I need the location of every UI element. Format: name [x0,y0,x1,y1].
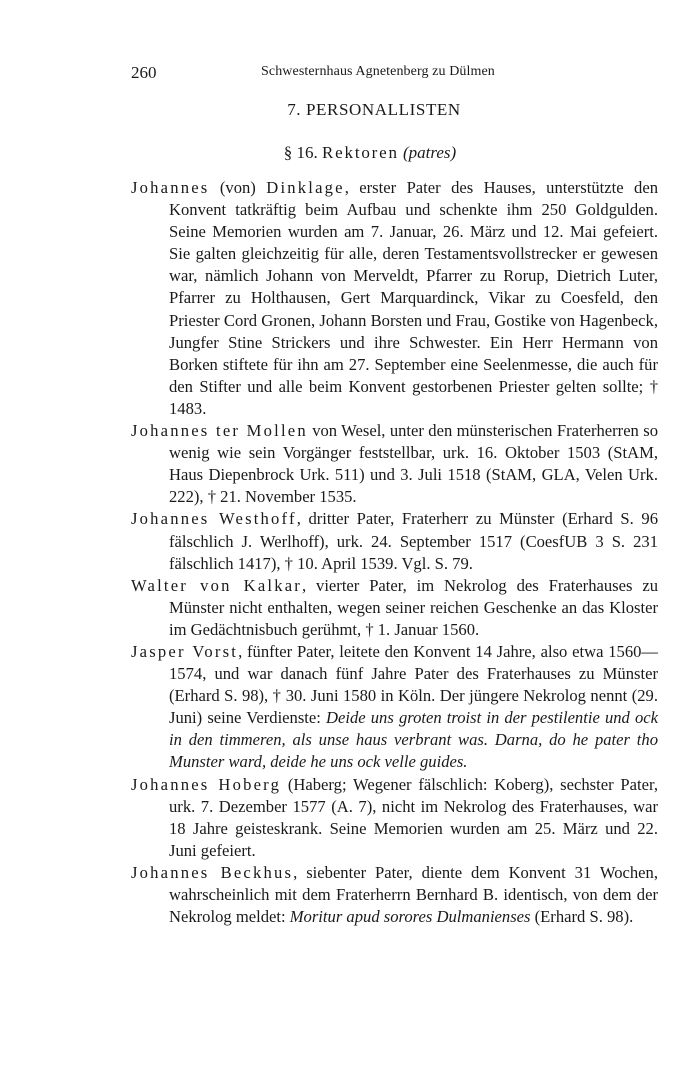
entry-name: Johannes Hoberg [131,774,282,794]
entry-tail: (Erhard S. 98). [530,907,634,927]
list-item [131,774,658,862]
entry-name-particle: (von) [209,178,267,197]
running-head: Schwesternhaus Agnetenberg zu Dülmen [261,64,495,79]
entry-quote: Moritur apud sorores Dulmanienses [289,907,531,927]
list-item [131,862,658,928]
entry-quote: Deide uns groten troist in der pestilentie und ock in den timmeren, als unse haus verbrant was. Darna, do he pater tho Munster ward, deide he uns ock velle guides. [169,708,658,772]
subsection-subtitle: (patres) [403,143,457,162]
page-number: 260 [131,63,157,82]
subsection-name: Rektoren [322,143,399,162]
entry-name: Johannes [131,178,210,197]
rector-list [131,177,658,928]
entry-name: Jasper Vorst [131,641,239,661]
list-item [131,177,658,420]
entry-text: , dritter Pater, Fraterherr zu Münster (Erhard S. 96 fälschlich J. Werlhoff), urk. 24. September 1517 (CoesfUB 3 S. 231 fälschlich 1417), † 10. April 1539. Vgl. S. 79. [169,509,658,573]
subsection-prefix: § 16. [283,143,318,162]
entry-name: Johannes Westhoff [131,509,297,529]
entry-name-surname: Dinklage [266,178,345,197]
entry-name: Walter von Kalkar [131,575,302,595]
page-header [131,63,563,85]
entry-name: Johannes Beckhus [131,862,294,882]
entry-name: Johannes ter Mollen [131,421,308,441]
section-title: 7. PERSONALLISTEN [287,100,461,119]
list-item [131,641,658,774]
entry-text: , vierter Pater, im Nekrolog des Fraterhauses zu Münster nicht enthalten, wegen seiner reichen Geschenke an das Kloster im Gedächtnisbuch gerühmt, † 1. Januar 1560. [169,575,658,639]
list-item [131,575,658,641]
entry-text: von Wesel, unter den münsterischen Fraterherren so wenig wie sein Vorgänger feststellbar, urk. 16. Oktober 1503 (StAM, Haus Diepenbrock Urk. 511) und 3. Juli 1518 (StAM, GLA, Velen Urk. 222), † 21. November 1535. [169,421,658,507]
list-item [131,508,658,574]
list-item [131,420,658,508]
entry-text: , erster Pater des Hauses, unterstützte den Konvent tatkräftig beim Aufbau und schenkte ihm 250 Goldgulden. Seine Memorien wurden am 7. Januar, 26. März und 12. Mai gefeiert. Sie galten gleichzeitig für alle, deren Testamentsvollstrecker er gewesen war, nämlich Johann von Merveldt, Pfarrer zu Rorup, Dietrich Luter, Pfarrer zu Holthausen, Gert Marquardinck, Vikar zu Coesfeld, den Priester Cord Gronen, Johann Borsten und Frau, Gostike von Hagenbeck, Jungfer Stine Strickers und ihre Schwester. Ein Herr Hermann von Borken stiftete für ihn am 27. September eine Seelenmesse, die auch für den Stifter und alle beim Konvent gestorbenen Priester gelten sollte; † 1483. [169,178,658,418]
entry-text: (Haberg; Wegener fälschlich: Koberg), sechster Pater, urk. 7. Dezember 1577 (A. 7), nicht im Nekrolog des Fraterhauses, war 18 Jahre geisteskrank. Seine Memorien wurden am 25. März und 22. Juni gefeiert. [169,774,658,860]
entry-text: , siebenter Pater, diente dem Konvent 31 Wochen, wahrscheinlich mit dem Fraterherrn Bernhard B. identisch, von dem der Nekrolog meldet: [169,862,658,927]
entry-text: , fünfter Pater, leitete den Konvent 14 Jahre, also etwa 1560—1574, und war danach fünf Jahre Pater des Fraterhauses zu Münster (Erhard S. 98), † 30. Juni 1580 in Köln. Der jüngere Nekrolog nennt (29. Juni) seine Verdienste: [169,641,659,728]
subsection-title [0,143,700,163]
